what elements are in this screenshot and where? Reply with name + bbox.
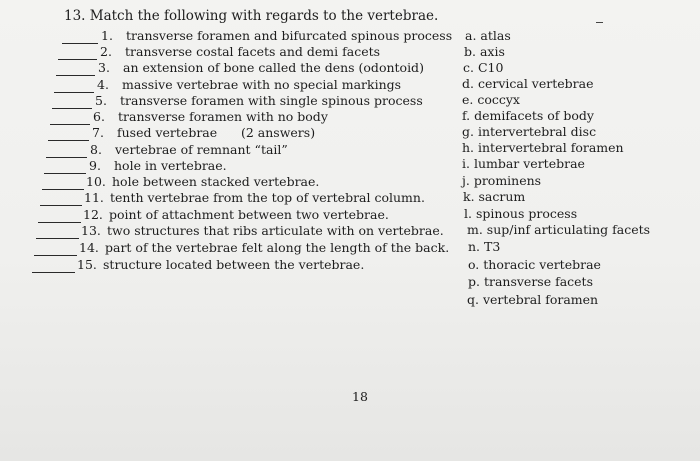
item-text: an extension of bone called the dens (odontoid) — [123, 60, 424, 75]
option-a: a. atlas — [465, 28, 511, 43]
option-q: q. vertebral foramen — [467, 292, 599, 307]
item-number: 11. — [84, 190, 104, 205]
item-number: 12. — [83, 207, 103, 222]
item-text: transverse foramen with single spinous process — [120, 93, 423, 108]
page-number: 18 — [352, 389, 368, 404]
answer-blank[interactable] — [62, 43, 98, 44]
answer-blank[interactable] — [44, 173, 86, 174]
item-text: vertebrae of remnant “tail” — [115, 142, 288, 157]
option-h: h. intervertebral foramen — [462, 140, 624, 155]
item-text: point of attachment between two vertebrae. — [109, 207, 389, 222]
item-text: fused vertebrae (2 answers) — [117, 125, 316, 140]
option-i: i. lumbar vertebrae — [462, 156, 585, 171]
item-text: hole between stacked vertebrae. — [112, 174, 320, 189]
option-d: d. cervical vertebrae — [462, 76, 594, 91]
item-number: 6. — [93, 109, 105, 124]
item-text: tenth vertebrae from the top of vertebral column. — [110, 190, 425, 205]
option-m: m. sup/inf articulating facets — [467, 222, 651, 237]
answer-blank[interactable] — [40, 205, 82, 206]
option-n: n. T3 — [468, 239, 501, 254]
item-number: 2. — [100, 44, 112, 59]
option-o: o. thoracic vertebrae — [468, 257, 601, 272]
answer-blank[interactable] — [46, 157, 87, 158]
stray-dash-mark — [596, 22, 603, 23]
option-e: e. coccyx — [462, 92, 520, 107]
item-number: 1. — [101, 28, 113, 43]
item-text: transverse foramen with no body — [118, 109, 328, 124]
option-f: f. demifacets of body — [462, 108, 594, 123]
item-number: 3. — [98, 60, 110, 75]
item-number: 9. — [89, 158, 101, 173]
option-b: b. axis — [464, 44, 505, 59]
item-number: 13. — [81, 223, 101, 238]
item-number: 15. — [77, 257, 97, 272]
answer-blank[interactable] — [52, 108, 92, 109]
option-l: l. spinous process — [464, 206, 578, 221]
answer-blank[interactable] — [56, 75, 95, 76]
answer-blank[interactable] — [34, 255, 77, 256]
answer-blank[interactable] — [50, 124, 90, 125]
option-k: k. sacrum — [463, 189, 526, 204]
item-text: part of the vertebrae felt along the length of the back. — [105, 240, 450, 255]
item-number: 8. — [90, 142, 102, 157]
option-c: c. C10 — [463, 60, 504, 75]
answer-blank[interactable] — [48, 140, 89, 141]
option-g: g. intervertebral disc — [462, 124, 597, 139]
option-j: j. prominens — [462, 173, 542, 188]
item-text: transverse costal facets and demi facets — [125, 44, 381, 59]
answer-blank[interactable] — [36, 238, 79, 239]
answer-blank[interactable] — [42, 189, 84, 190]
item-number: 14. — [79, 240, 99, 255]
item-text: hole in vertebrae. — [114, 158, 227, 173]
item-number: 5. — [95, 93, 107, 108]
item-number: 10. — [86, 174, 106, 189]
item-text: massive vertebrae with no special markings — [122, 77, 402, 92]
item-text: two structures that ribs articulate with on vertebrae. — [107, 223, 444, 238]
answer-blank[interactable] — [58, 59, 97, 60]
item-number: 4. — [97, 77, 109, 92]
item-text: structure located between the vertebrae. — [103, 257, 365, 272]
option-p: p. transverse facets — [468, 274, 593, 289]
answer-blank[interactable] — [38, 222, 81, 223]
question-title: 13. Match the following with regards to the vertebrae. — [64, 8, 439, 24]
item-text: transverse foramen and bifurcated spinous process — [126, 28, 453, 43]
answer-blank[interactable] — [32, 272, 75, 273]
answer-blank[interactable] — [54, 92, 94, 93]
item-number: 7. — [92, 125, 104, 140]
